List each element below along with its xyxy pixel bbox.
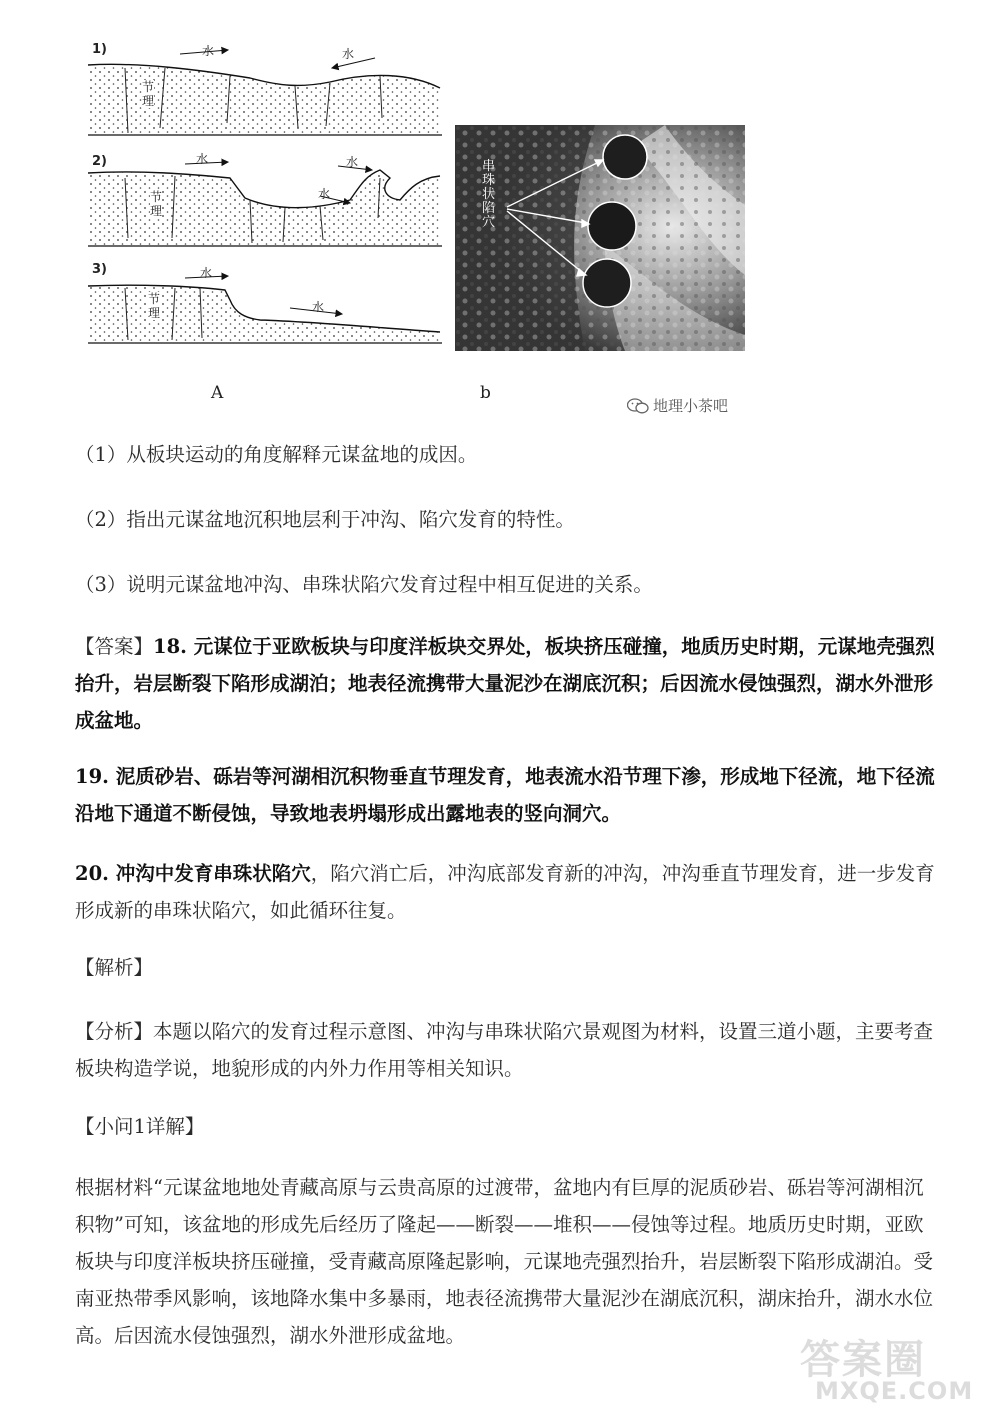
figure-a-caption: A — [211, 383, 224, 403]
wechat-tag — [627, 395, 728, 416]
panel-1-water-label-2: 水 — [342, 47, 355, 61]
answer-20-rest: ，陷穴消亡后，冲沟底部发育新的冲沟，冲沟垂直节理发育，进一步发育形成新的串珠状陷穴，如此循环往复。 — [75, 862, 935, 922]
panel-2-number: 2) — [92, 154, 107, 169]
watermark-logo: 答案圈 — [800, 1337, 926, 1383]
photo-b — [455, 125, 745, 351]
answer-20 — [75, 855, 935, 929]
diagram-a — [80, 38, 450, 358]
answer-19: 19. 泥质砂岩、砾岩等河湖相沉积物垂直节理发育，地表流水沿节理下渗，形成地下径流，地下径流沿地下通道不断侵蚀，导致地表坍塌形成出露地表的竖向洞穴。 — [75, 765, 935, 825]
panel-1-number: 1) — [92, 42, 107, 57]
panel-3-water-label-1: 水 — [200, 266, 213, 280]
photo-b-annotation: 串珠状陷穴 — [482, 159, 496, 230]
analysis-fenxi: 【分析】本题以陷穴的发育过程示意图、冲沟与串珠状陷穴景观图为材料，设置三道小题，主要考查板块构造学说，地貌形成的内外力作用等相关知识。 — [75, 1020, 934, 1080]
panel-2-water-label-1: 水 — [196, 152, 209, 166]
answer-18-text: 18. 元谋位于亚欧板块与印度洋板块交界处，板块挤压碰撞，地质历史时期，元谋地壳强烈抬升，岩层断裂下陷形成湖泊；地表径流携带大量泥沙在湖底沉积；后因流水侵蚀强烈，湖水外泄形成盆地。 — [75, 635, 935, 732]
wechat-icon — [627, 398, 649, 414]
sub-question-1-tag: 【小问1详解】 — [75, 1115, 205, 1138]
sub-question-1-detail: 根据材料“元谋盆地地处青藏高原与云贵高原的过渡带，盆地内有巨厚的泥质砂岩、砾岩等河湖相沉积物”可知，该盆地的形成先后经历了隆起——断裂——堆积——侵蚀等过程。地质历史时期，亚欧板块与印度洋板块挤压碰撞，受青藏高原隆起影响，元谋地壳强烈抬升，岩层断裂下陷形成湖泊。受南亚热带季风影响，该地降水集中多暴雨，地表径流携带大量泥沙在湖底沉积，湖床抬升，湖水水位高。后因流水侵蚀强烈，湖水外泄形成盆地。 — [75, 1176, 934, 1347]
panel-3-number: 3) — [92, 262, 107, 277]
panel-3-joint-label: 节 理 — [148, 292, 161, 320]
panel-2 — [88, 162, 442, 246]
answer-20-lead: 20. 冲沟中发育串珠状陷穴 — [75, 862, 311, 885]
panel-2-joint-label: 节 理 — [150, 190, 163, 218]
panel-1-joint-label: 节 理 — [142, 80, 155, 108]
panel-1-water-label-1: 水 — [202, 44, 215, 58]
panel-3 — [88, 276, 442, 343]
answer-tag: 【答案】 — [75, 635, 154, 658]
question-1: （1）从板块运动的角度解释元谋盆地的成因。 — [75, 443, 478, 466]
answer-18 — [75, 628, 935, 739]
panel-3-water-label-2: 水 — [312, 300, 325, 314]
question-3: （3）说明元谋盆地冲沟、串珠状陷穴发育过程中相互促进的关系。 — [75, 573, 653, 596]
panel-2-water-label-3: 水 — [318, 187, 331, 201]
analysis-tag: 【解析】 — [75, 956, 154, 979]
question-2: （2）指出元谋盆地沉积地层利于冲沟、陷穴发育的特性。 — [75, 508, 575, 531]
wechat-tag-label: 地理小茶吧 — [653, 397, 729, 415]
panel-2-water-label-2: 水 — [346, 155, 359, 169]
photo-b-caption: b — [480, 383, 491, 403]
watermark-url: MXQE.COM — [815, 1377, 974, 1405]
